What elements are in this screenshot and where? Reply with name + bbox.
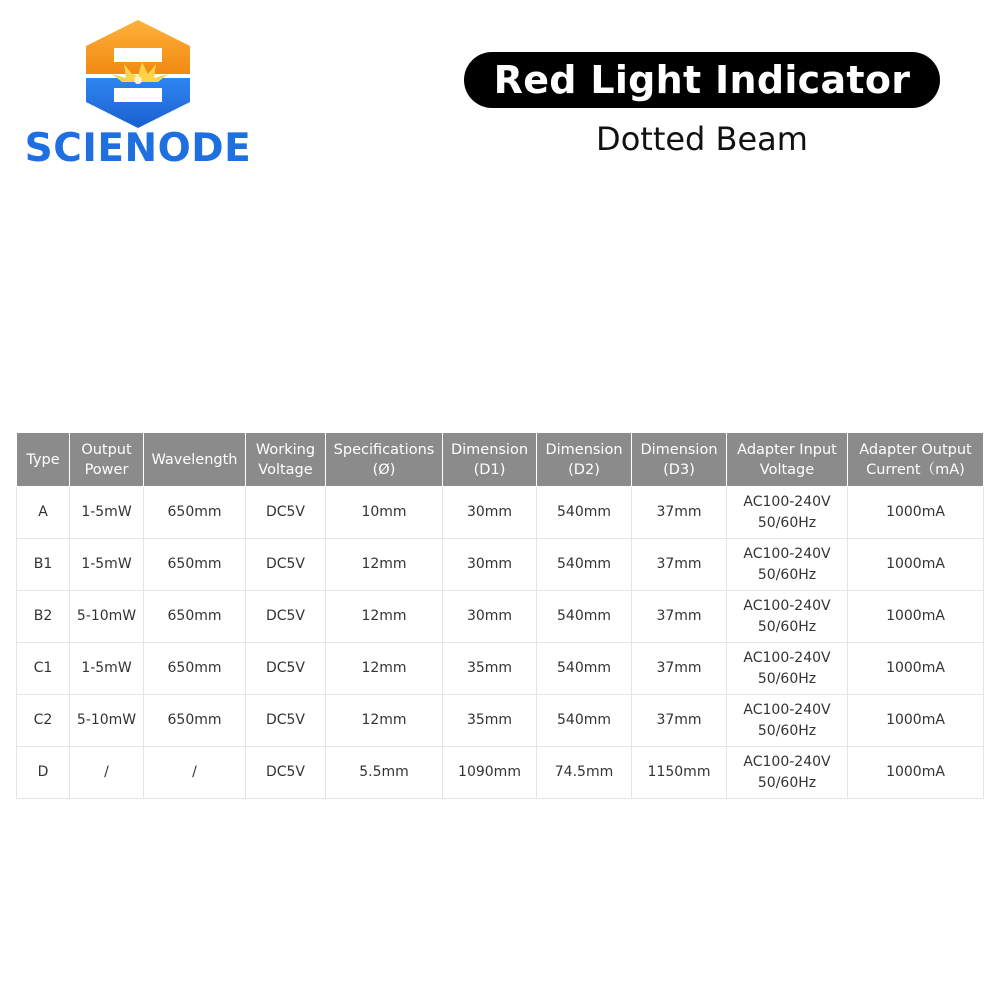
table-cell: 1-5mW [70,539,144,591]
column-header [848,433,984,487]
table-cell: 1000mA [848,591,984,643]
cell-line: AC100-240V [743,597,831,614]
column-header-label: Output [81,441,132,458]
table-cell: 30mm [443,487,537,539]
column-header-label: (D2) [568,461,600,478]
table-cell: 12mm [326,643,443,695]
table-cell: DC5V [246,695,326,747]
table-cell: 5-10mW [70,591,144,643]
table-cell: 35mm [443,695,537,747]
table-cell: 37mm [632,643,727,695]
cell-line: 50/60Hz [757,514,817,531]
page-title: Red Light Indicator [493,58,911,102]
brand-logo [18,18,258,178]
table-row [17,643,984,695]
table-cell: 650mm [144,487,246,539]
column-header-label: Adapter Input [737,441,837,458]
cell-line: 50/60Hz [757,774,817,791]
column-header [443,433,537,487]
table-cell: DC5V [246,747,326,799]
table-cell: 37mm [632,487,727,539]
table-cell: C1 [17,643,70,695]
table-cell: DC5V [246,487,326,539]
column-header-label: Working [255,441,316,458]
table-cell: 12mm [326,695,443,747]
table-row [17,487,984,539]
column-header-label: (D3) [663,461,695,478]
table-cell: 650mm [144,539,246,591]
column-header-label: Type [26,451,60,468]
table-cell: 650mm [144,695,246,747]
table-header [17,433,984,487]
table-cell: 540mm [537,539,632,591]
table-cell: 540mm [537,591,632,643]
column-header-label: Adapter Output [859,441,972,458]
cell-line: AC100-240V [743,753,831,770]
table-cell [727,539,848,591]
table-cell [727,487,848,539]
table-cell: 1000mA [848,539,984,591]
column-header-label: Dimension [545,441,623,458]
table-cell: 12mm [326,591,443,643]
table-cell: B1 [17,539,70,591]
column-header-label: Dimension [640,441,718,458]
table-cell: / [70,747,144,799]
table-cell: 1000mA [848,747,984,799]
cell-line: AC100-240V [743,649,831,666]
table-row [17,747,984,799]
table-cell [727,747,848,799]
table-cell: C2 [17,695,70,747]
column-header-label: Dimension [450,441,529,458]
table-cell: DC5V [246,591,326,643]
table-cell: 5-10mW [70,695,144,747]
cell-line: 50/60Hz [757,566,817,583]
cell-line: 50/60Hz [757,670,817,687]
column-header [17,433,70,487]
table-cell: 12mm [326,539,443,591]
column-header [70,433,144,487]
column-header [246,433,326,487]
table-cell: 30mm [443,539,537,591]
cell-line: AC100-240V [743,545,831,562]
table-cell: 35mm [443,643,537,695]
table-cell: / [144,747,246,799]
title-badge [464,52,940,108]
table-cell: DC5V [246,643,326,695]
table-cell: DC5V [246,539,326,591]
cell-line: AC100-240V [743,493,831,510]
table-row [17,591,984,643]
table-cell: 1000mA [848,643,984,695]
column-header-label: Voltage [759,461,815,478]
column-header [537,433,632,487]
page-subtitle: Dotted Beam [596,120,808,158]
column-header [144,433,246,487]
table-cell: 37mm [632,695,727,747]
column-header-label: Voltage [258,461,313,478]
table-cell [727,591,848,643]
table-cell: 540mm [537,487,632,539]
table-cell: 5.5mm [326,747,443,799]
table-cell: 37mm [632,591,727,643]
table-cell: D [17,747,70,799]
table-cell: A [17,487,70,539]
table-cell: 30mm [443,591,537,643]
table-cell: 1-5mW [70,643,144,695]
column-header-label: Current（mA) [866,461,965,478]
spec-table [16,432,984,799]
table-cell: 37mm [632,539,727,591]
table-cell: 540mm [537,643,632,695]
table-cell: 650mm [144,643,246,695]
brand-name: SCIENODE [24,126,252,171]
column-header-label: (Ø) [372,461,396,478]
table-cell: 10mm [326,487,443,539]
column-header-label: (D1) [473,461,506,478]
column-header-label: Specifications [333,441,435,458]
column-header [632,433,727,487]
table-cell [727,643,848,695]
column-header [326,433,443,487]
table-body [17,487,984,799]
column-header [727,433,848,487]
cell-line: 50/60Hz [757,722,817,739]
table-cell: 1000mA [848,695,984,747]
table-cell: B2 [17,591,70,643]
cell-line: 50/60Hz [757,618,817,635]
table-cell: 1000mA [848,487,984,539]
hexagon-sunburst-logo-icon [78,18,198,130]
table-cell: 74.5mm [537,747,632,799]
table-cell: 1090mm [443,747,537,799]
cell-line: AC100-240V [743,701,831,718]
table-cell: 650mm [144,591,246,643]
table-cell: 1150mm [632,747,727,799]
table-row [17,539,984,591]
table-cell: 1-5mW [70,487,144,539]
table-cell: 540mm [537,695,632,747]
column-header-label: Wavelength [151,451,238,468]
table-cell [727,695,848,747]
column-header-label: Power [84,461,129,478]
table-row [17,695,984,747]
